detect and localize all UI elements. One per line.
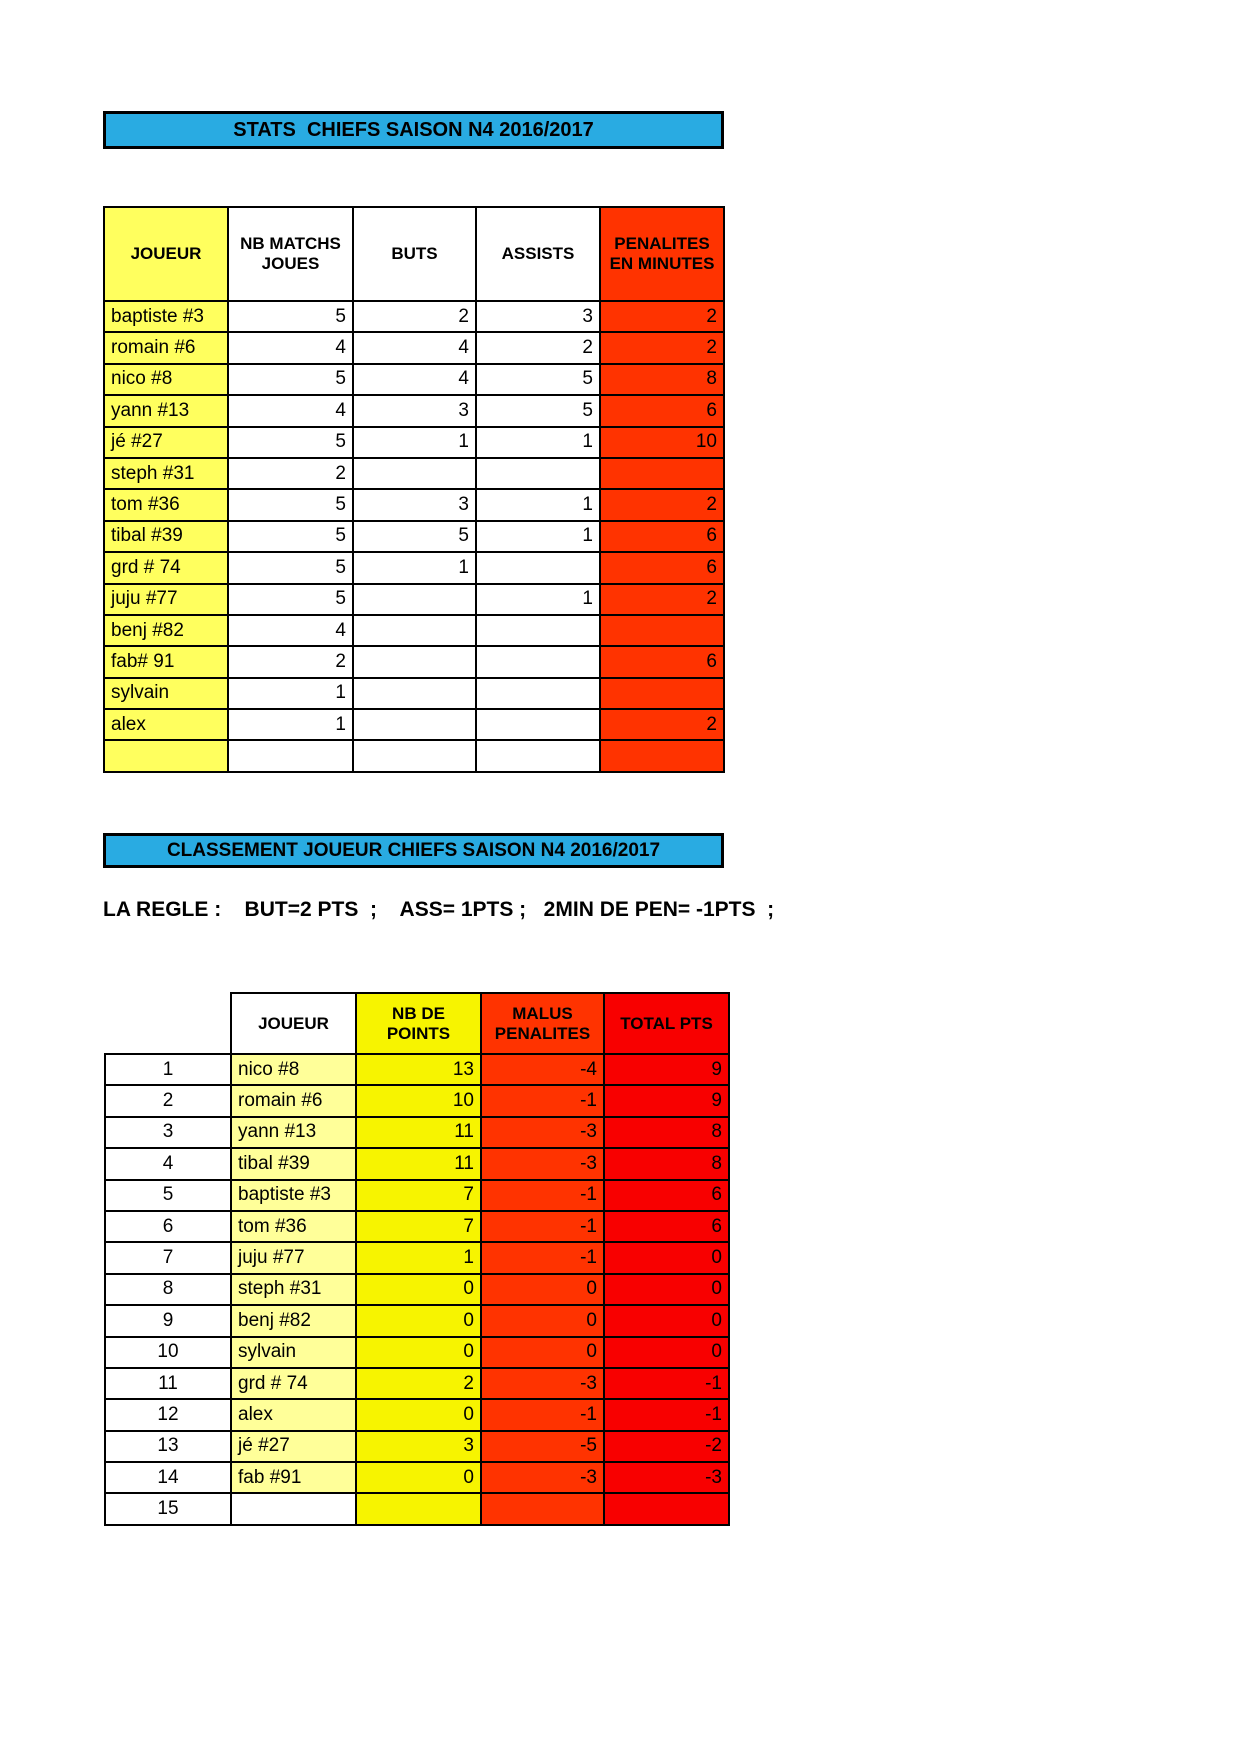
goals-cell: 3	[353, 489, 476, 520]
penalty-minutes-cell: 6	[600, 552, 724, 583]
goals-cell: 2	[353, 301, 476, 332]
player-name-cell: baptiste #3	[231, 1180, 356, 1211]
malus-cell: -3	[481, 1148, 604, 1179]
table-row	[104, 646, 724, 677]
goals-cell: 5	[353, 521, 476, 552]
player-name-cell: sylvain	[104, 678, 228, 709]
malus-cell: 0	[481, 1337, 604, 1368]
matches-cell: 5	[228, 584, 353, 615]
points-cell: 0	[356, 1337, 481, 1368]
table-row	[105, 1242, 729, 1273]
malus-cell: -1	[481, 1180, 604, 1211]
rank-cell: 4	[105, 1148, 231, 1179]
goals-cell	[353, 615, 476, 646]
stats-table-body	[104, 301, 724, 772]
points-cell: 10	[356, 1085, 481, 1116]
rank-cell: 12	[105, 1399, 231, 1430]
player-name-cell: romain #6	[104, 332, 228, 363]
penalty-minutes-cell: 6	[600, 395, 724, 426]
header-joueur: JOUEUR	[231, 993, 356, 1054]
table-row	[104, 395, 724, 426]
assists-cell	[476, 646, 600, 677]
malus-cell: 0	[481, 1305, 604, 1336]
header-nb-matchs: NB MATCHS JOUES	[228, 207, 353, 301]
player-name-cell: jé #27	[231, 1431, 356, 1462]
player-name-cell: juju #77	[231, 1242, 356, 1273]
rank-cell: 10	[105, 1337, 231, 1368]
player-name-cell: jé #27	[104, 427, 228, 458]
malus-cell: -1	[481, 1211, 604, 1242]
table-row	[105, 1431, 729, 1462]
total-points-cell: 0	[604, 1242, 729, 1273]
matches-cell: 4	[228, 615, 353, 646]
table-row	[105, 1180, 729, 1211]
goals-cell	[353, 458, 476, 489]
points-cell: 2	[356, 1368, 481, 1399]
table-row	[105, 1462, 729, 1493]
penalty-minutes-cell: 8	[600, 364, 724, 395]
goals-cell: 4	[353, 332, 476, 363]
table-row	[105, 1274, 729, 1305]
table-row	[104, 521, 724, 552]
assists-cell	[476, 709, 600, 740]
ranking-table-header	[105, 993, 729, 1054]
rank-cell: 13	[105, 1431, 231, 1462]
penalty-minutes-cell	[600, 740, 724, 771]
malus-cell: -3	[481, 1462, 604, 1493]
assists-cell	[476, 678, 600, 709]
header-row	[104, 207, 724, 301]
total-points-cell: 9	[604, 1085, 729, 1116]
header-row	[105, 993, 729, 1054]
points-cell: 11	[356, 1148, 481, 1179]
header-nb-points: NB DE POINTS	[356, 993, 481, 1054]
table-row	[104, 458, 724, 489]
header-joueur: JOUEUR	[104, 207, 228, 301]
goals-cell	[353, 740, 476, 771]
matches-cell: 2	[228, 646, 353, 677]
rank-cell: 2	[105, 1085, 231, 1116]
header-rank-blank	[105, 993, 231, 1054]
table-row	[105, 1211, 729, 1242]
points-cell: 13	[356, 1054, 481, 1085]
goals-cell	[353, 584, 476, 615]
player-name-cell: benj #82	[231, 1305, 356, 1336]
scoring-rule-text: LA REGLE : BUT=2 PTS ; ASS= 1PTS ; 2MIN DE PEN= -1PTS ;	[103, 898, 775, 921]
stats-table	[103, 206, 725, 773]
player-name-cell: yann #13	[104, 395, 228, 426]
header-buts: BUTS	[353, 207, 476, 301]
assists-cell: 1	[476, 489, 600, 520]
points-cell: 11	[356, 1117, 481, 1148]
matches-cell	[228, 740, 353, 771]
player-name-cell: juju #77	[104, 584, 228, 615]
rank-cell: 14	[105, 1462, 231, 1493]
table-row	[105, 1337, 729, 1368]
matches-cell: 4	[228, 395, 353, 426]
malus-cell: -5	[481, 1431, 604, 1462]
assists-cell: 1	[476, 584, 600, 615]
matches-cell: 5	[228, 489, 353, 520]
penalty-minutes-cell: 2	[600, 301, 724, 332]
rank-cell: 9	[105, 1305, 231, 1336]
table-row	[105, 1117, 729, 1148]
table-row	[104, 678, 724, 709]
penalty-minutes-cell	[600, 458, 724, 489]
player-name-cell: benj #82	[104, 615, 228, 646]
table-row	[105, 1368, 729, 1399]
points-cell: 0	[356, 1462, 481, 1493]
header-malus-penalites: MALUS PENALITES	[481, 993, 604, 1054]
total-points-cell: 6	[604, 1180, 729, 1211]
penalty-minutes-cell: 2	[600, 709, 724, 740]
table-row	[104, 552, 724, 583]
table-row	[104, 709, 724, 740]
player-name-cell: grd # 74	[104, 552, 228, 583]
rank-cell: 7	[105, 1242, 231, 1273]
player-name-cell	[104, 740, 228, 771]
player-name-cell: tibal #39	[104, 521, 228, 552]
table-row	[104, 615, 724, 646]
malus-cell: -3	[481, 1368, 604, 1399]
rank-cell: 6	[105, 1211, 231, 1242]
penalty-minutes-cell: 2	[600, 584, 724, 615]
player-name-cell: baptiste #3	[104, 301, 228, 332]
total-points-cell: 9	[604, 1054, 729, 1085]
goals-cell: 3	[353, 395, 476, 426]
rank-cell: 8	[105, 1274, 231, 1305]
penalty-minutes-cell	[600, 615, 724, 646]
matches-cell: 5	[228, 301, 353, 332]
table-row	[105, 1305, 729, 1336]
points-cell: 7	[356, 1211, 481, 1242]
stats-title-bar: STATS CHIEFS SAISON N4 2016/2017	[103, 111, 724, 149]
player-name-cell: yann #13	[231, 1117, 356, 1148]
player-name-cell: alex	[231, 1399, 356, 1430]
player-name-cell: nico #8	[231, 1054, 356, 1085]
player-name-cell: nico #8	[104, 364, 228, 395]
rank-cell: 5	[105, 1180, 231, 1211]
ranking-table	[104, 992, 730, 1526]
table-row	[104, 301, 724, 332]
table-row	[104, 489, 724, 520]
assists-cell	[476, 458, 600, 489]
total-points-cell: 0	[604, 1337, 729, 1368]
goals-cell	[353, 678, 476, 709]
table-row	[105, 1399, 729, 1430]
ranking-title-bar: CLASSEMENT JOUEUR CHIEFS SAISON N4 2016/2017	[103, 833, 724, 868]
matches-cell: 5	[228, 364, 353, 395]
penalty-minutes-cell: 10	[600, 427, 724, 458]
points-cell: 0	[356, 1399, 481, 1430]
player-name-cell: fab #91	[231, 1462, 356, 1493]
points-cell: 3	[356, 1431, 481, 1462]
goals-cell	[353, 709, 476, 740]
malus-cell: 0	[481, 1274, 604, 1305]
points-cell: 7	[356, 1180, 481, 1211]
matches-cell: 2	[228, 458, 353, 489]
total-points-cell: 8	[604, 1117, 729, 1148]
rank-cell: 3	[105, 1117, 231, 1148]
matches-cell: 5	[228, 427, 353, 458]
points-cell: 0	[356, 1274, 481, 1305]
total-points-cell: 8	[604, 1148, 729, 1179]
matches-cell: 4	[228, 332, 353, 363]
points-cell: 1	[356, 1242, 481, 1273]
assists-cell: 3	[476, 301, 600, 332]
matches-cell: 5	[228, 521, 353, 552]
total-points-cell: 0	[604, 1305, 729, 1336]
malus-cell: -1	[481, 1399, 604, 1430]
total-points-cell: 0	[604, 1274, 729, 1305]
player-name-cell: grd # 74	[231, 1368, 356, 1399]
player-name-cell: steph #31	[104, 458, 228, 489]
malus-cell: -4	[481, 1054, 604, 1085]
table-row	[105, 1493, 729, 1524]
points-cell: 0	[356, 1305, 481, 1336]
table-row	[105, 1085, 729, 1116]
assists-cell	[476, 740, 600, 771]
header-assists: ASSISTS	[476, 207, 600, 301]
table-row	[105, 1054, 729, 1085]
player-name-cell: sylvain	[231, 1337, 356, 1368]
malus-cell	[481, 1493, 604, 1524]
player-name-cell: tom #36	[104, 489, 228, 520]
penalty-minutes-cell: 6	[600, 646, 724, 677]
assists-cell: 1	[476, 521, 600, 552]
matches-cell: 5	[228, 552, 353, 583]
total-points-cell: -1	[604, 1368, 729, 1399]
stats-table-header	[104, 207, 724, 301]
penalty-minutes-cell	[600, 678, 724, 709]
matches-cell: 1	[228, 678, 353, 709]
malus-cell: -3	[481, 1117, 604, 1148]
rank-cell: 11	[105, 1368, 231, 1399]
player-name-cell: steph #31	[231, 1274, 356, 1305]
malus-cell: -1	[481, 1085, 604, 1116]
player-name-cell: tom #36	[231, 1211, 356, 1242]
points-cell	[356, 1493, 481, 1524]
rank-cell: 1	[105, 1054, 231, 1085]
table-row	[104, 364, 724, 395]
rank-cell: 15	[105, 1493, 231, 1524]
table-row	[104, 332, 724, 363]
table-row	[104, 584, 724, 615]
malus-cell: -1	[481, 1242, 604, 1273]
table-row	[104, 740, 724, 771]
player-name-cell: romain #6	[231, 1085, 356, 1116]
penalty-minutes-cell: 2	[600, 332, 724, 363]
table-row	[105, 1148, 729, 1179]
assists-cell: 5	[476, 395, 600, 426]
assists-cell: 5	[476, 364, 600, 395]
total-points-cell: -1	[604, 1399, 729, 1430]
total-points-cell: 6	[604, 1211, 729, 1242]
goals-cell	[353, 646, 476, 677]
total-points-cell: -3	[604, 1462, 729, 1493]
assists-cell: 1	[476, 427, 600, 458]
matches-cell: 1	[228, 709, 353, 740]
total-points-cell	[604, 1493, 729, 1524]
header-penalites: PENALITES EN MINUTES	[600, 207, 724, 301]
assists-cell	[476, 615, 600, 646]
penalty-minutes-cell: 2	[600, 489, 724, 520]
header-total-pts: TOTAL PTS	[604, 993, 729, 1054]
player-name-cell: tibal #39	[231, 1148, 356, 1179]
goals-cell: 1	[353, 427, 476, 458]
player-name-cell: fab# 91	[104, 646, 228, 677]
assists-cell: 2	[476, 332, 600, 363]
goals-cell: 4	[353, 364, 476, 395]
assists-cell	[476, 552, 600, 583]
player-name-cell	[231, 1493, 356, 1524]
ranking-table-body	[105, 1054, 729, 1525]
goals-cell: 1	[353, 552, 476, 583]
penalty-minutes-cell: 6	[600, 521, 724, 552]
table-row	[104, 427, 724, 458]
player-name-cell: alex	[104, 709, 228, 740]
total-points-cell: -2	[604, 1431, 729, 1462]
